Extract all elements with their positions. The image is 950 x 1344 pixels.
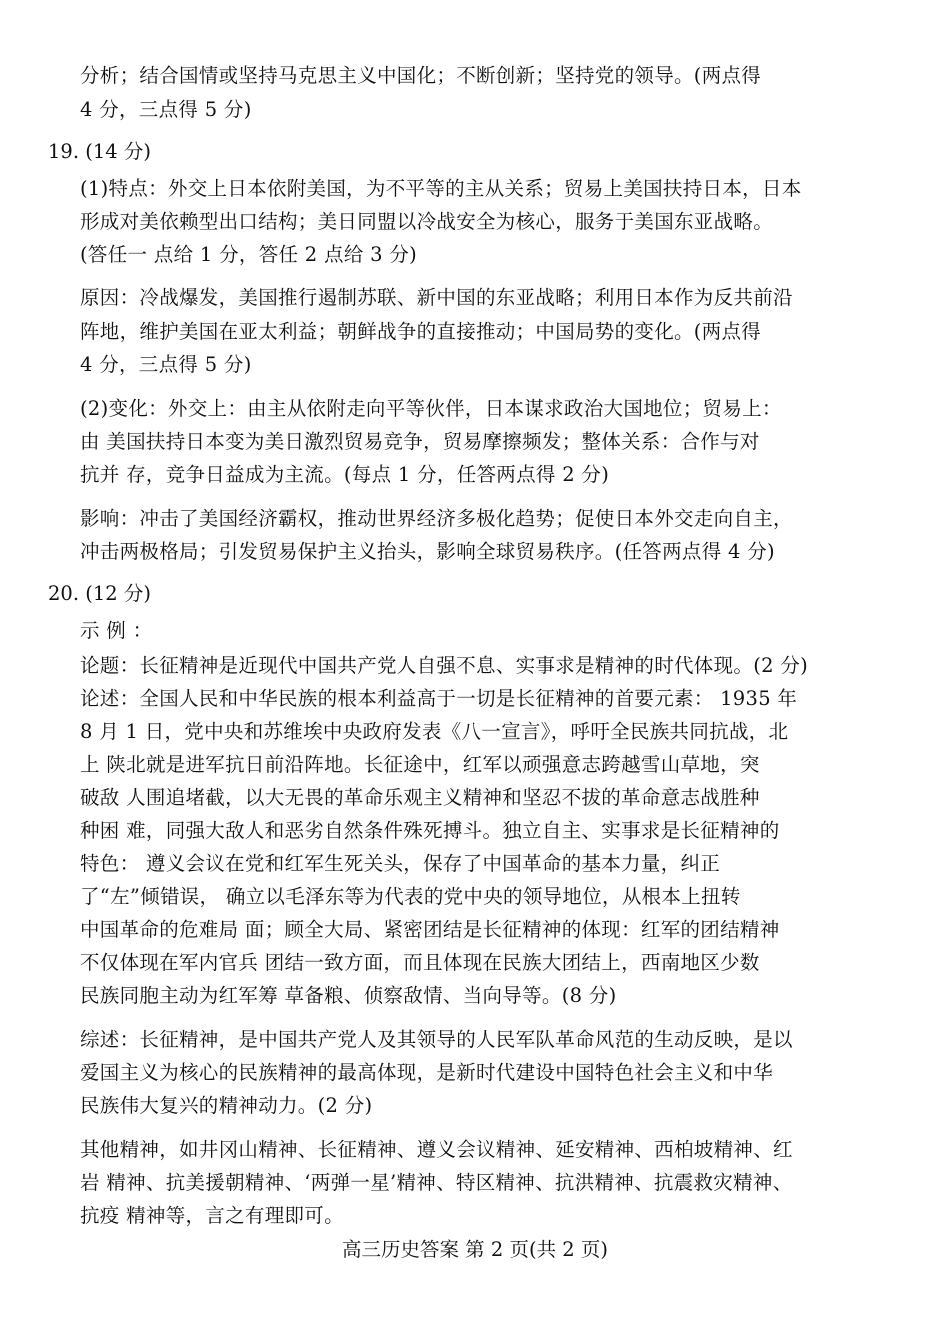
text-line: 分析；结合国情或坚持马克思主义中国化；不断创新；坚持党的领导。(两点得 xyxy=(80,64,762,87)
q20-argument-line: 论述：全国人民和中华民族的根本利益高于一切是长征精神的首要元素： 1935 年 xyxy=(80,687,798,710)
q20-argument-line: 上 陕北就是进军抗日前沿阵地。长征途中，红军以顽强意志跨越雪山草地，突 xyxy=(80,753,760,776)
q20-argument-line: 破敌 人围追堵截，以大无畏的革命乐观主义精神和坚忍不拔的革命意志战胜种 xyxy=(80,786,760,809)
q19-reasons-line: 4 分，三点得 5 分) xyxy=(80,353,252,376)
q19-impact-line: 影响：冲击了美国经济霸权，推动世界经济多极化趋势；促使日本外交走向自主， xyxy=(80,507,793,530)
q20-argument-line: 8 月 1 日，党中央和苏维埃中央政府发表《八一宣言》，呼吁全民族共同抗战，北 xyxy=(80,720,789,743)
q20-others-line: 其他精神，如井冈山精神、长征精神、遵义会议精神、延安精神、西柏坡精神、红 xyxy=(80,1138,793,1161)
q20-argument-line: 民族同胞主动为红军筹 草备粮、侦察敌情、当向导等。(8 分) xyxy=(80,984,617,1007)
q20-argument-line: 特色： 遵义会议在党和红军生死关头，保存了中国革命的基本力量，纠正 xyxy=(80,852,721,875)
q20-argument-line: 中国革命的危难局 面；顾全大局、紧密团结是长征精神的体现：红军的团结精神 xyxy=(80,918,780,941)
q19-changes-line: 抗并 存，竞争日益成为主流。(每点 1 分，任答两点得 2 分) xyxy=(80,463,610,486)
q20-others-line: 岩 精神、抗美援朝精神、‘两弹一星’精神、特区精神、抗洪精神、抗震救灾精神、 xyxy=(80,1171,793,1194)
q19-changes-line: 由 美国扶持日本变为美日激烈贸易竞争，贸易摩擦频发；整体关系：合作与对 xyxy=(80,430,760,453)
text-line: 4 分，三点得 5 分) xyxy=(80,98,252,121)
question-20-number: 20. (12 分) xyxy=(48,582,151,605)
q20-argument-line: 论题：长征精神是近现代中国共产党人自强不息、实事求是精神的时代体现。(2 分) xyxy=(80,654,809,677)
q20-summary-line: 民族伟大复兴的精神动力。(2 分) xyxy=(80,1094,373,1117)
page-footer: 高三历史答案 第 2 页(共 2 页) xyxy=(341,1238,609,1261)
q19-features-line: (1)特点：外交上日本依附美国，为不平等的主从关系；贸易上美国扶持日本，日本 xyxy=(80,177,802,200)
q20-argument-line: 不仅体现在军内官兵 团结一致方面，而且体现在民族大团结上，西南地区少数 xyxy=(80,951,760,974)
q20-summary-line: 综述：长征精神，是中国共产党人及其领导的人民军队革命风范的生动反映，是以 xyxy=(80,1028,793,1051)
q20-summary-line: 爱国主义为核心的民族精神的最高体现，是新时代建设中国特色社会主义和中华 xyxy=(80,1061,774,1084)
q19-changes-line: (2)变化：外交上：由主从依附走向平等伙伴，日本谋求政治大国地位；贸易上： xyxy=(80,397,782,420)
q19-features-line: 形成对美依赖型出口结构；美日同盟以冷战安全为核心，服务于美国东亚战略。 xyxy=(80,210,774,233)
q19-features-line: (答任一 点给 1 分，答任 2 点给 3 分) xyxy=(80,243,418,266)
q20-example-label: 示 例 ： xyxy=(80,619,153,642)
q20-argument-line: 了“左”倾错误， 确立以毛泽东等为代表的党中央的领导地位，从根本上扭转 xyxy=(80,885,741,908)
q19-reasons-line: 原因：冷战爆发，美国推行遏制苏联、新中国的东亚战略；利用日本作为反共前沿 xyxy=(80,286,793,309)
q20-others-line: 抗疫 精神等，言之有理即可。 xyxy=(80,1204,344,1227)
question-19-number: 19. (14 分) xyxy=(48,140,151,163)
q19-reasons-line: 阵地，维护美国在亚太利益；朝鲜战争的直接推动；中国局势的变化。(两点得 xyxy=(80,320,762,343)
q19-impact-line: 冲击两极格局；引发贸易保护主义抬头，影响全球贸易秩序。(任答两点得 4 分) xyxy=(80,540,775,563)
q20-argument-line: 种困 难，同强大敌人和恶劣自然条件殊死搏斗。独立自主、实事求是长征精神的 xyxy=(80,819,780,842)
